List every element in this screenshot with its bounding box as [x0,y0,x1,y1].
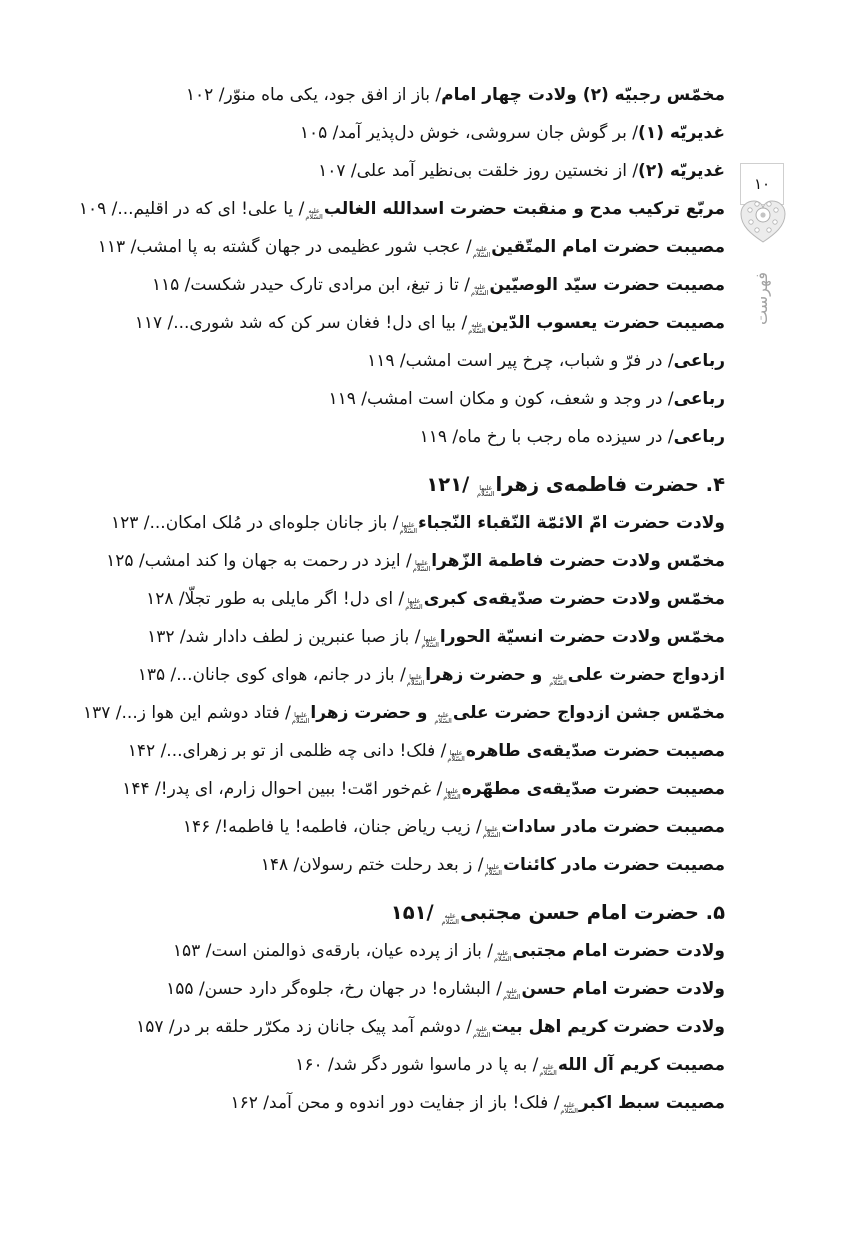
entry-title: ازدواج حضرت علی [567,665,725,685]
entry-text: / البشاره! در جهان رخ، جلوه‌گر دارد حسن/ ۱۵۵ [166,979,502,999]
entry-title: و حضرت زهرا [310,703,434,723]
toc-entry [40,152,725,190]
entry-text: / فتاد دوشم این هوا ز.../ ۱۳۷ [82,703,291,723]
toc-entry [40,304,725,342]
alayhis-salam-icon: علیه السّلام [494,949,512,963]
entry-text: / در سیزده ماه رجب با رخ ماه/ ۱۱۹ [419,427,674,447]
entry-text: / باز جانان جلوه‌ای در مُلک امکان.../ ۱۲۳ [110,513,399,533]
entry-title: /۱۵۱ [390,901,441,924]
entry-title: مصیبت حضرت سیّد الوصیّین [489,275,725,295]
entry-title: مصیبت کریم آل الله [557,1055,725,1075]
entry-title: مصیبت حضرت صدّیقه‌ی طاهره [465,741,725,761]
toc-section [40,76,725,456]
entry-text: / ای دل! اگر مایلی به طور تجلّا/ ۱۲۸ [146,589,405,609]
entry-text: / باز در جانم، هوای کوی جانان.../ ۱۳۵ [137,665,406,685]
toc-entry [40,1046,725,1084]
toc-entry [40,618,725,656]
entry-text: / دوشم آمد پیک جانان زد مکرّر حلقه بر در/ ۱۵۷ [136,1017,472,1037]
alayhis-salam-icon: علیه السّلام [468,321,486,335]
alayha-assalam-icon: علیها السّلام [443,787,461,801]
toc-entry [40,114,725,152]
entry-title: و حضرت زهرا [425,665,549,685]
alayhis-salam-icon: علیه السّلام [560,1101,578,1115]
toc-entry [40,932,725,970]
toc-entry [40,808,725,846]
alayha-assalam-icon: علیها السّلام [447,749,465,763]
toc-entry [40,418,725,456]
entry-title: ۴. حضرت فاطمه‌ی زهرا [495,473,725,496]
entry-title: ولادت حضرت امّ الائمّة النّقباء النّجباء [418,513,725,533]
alayhis-salam-icon: علیه السّلام [434,711,452,725]
alayha-assalam-icon: علیها السّلام [421,635,439,649]
entry-text: / باز صبا عنبرین ز لطف دادار شد/ ۱۳۲ [147,627,421,647]
entry-text: / یا علی! ای که در اقلیم.../ ۱۰۹ [78,199,305,219]
entry-title: رباعی [673,389,725,409]
entry-text: / از نخستین روز خلقت بی‌نظیر آمد علی/ ۱۰۷ [318,161,639,181]
entry-title: رباعی [673,351,725,371]
alayha-assalam-icon: علیها السّلام [399,521,418,535]
entry-title: ولادت حضرت امام حسن [521,979,725,999]
toc-entry [40,190,725,228]
entry-text: / فلک! دانی چه ظلمی از تو بر زهرای.../ ۱۴۲ [127,741,447,761]
toc-entry [40,76,725,114]
entry-title: مصیبت حضرت مادر سادات [501,817,725,837]
entry-text: / بیا ای دل! فغان سر کن که شد شوری.../ ۱۱۷ [134,313,468,333]
entry-title: غدیریّه (۲) [638,161,725,181]
toc-entry [40,846,725,884]
section-heading [40,466,725,504]
alayha-assalam-icon: علیها السّلام [412,559,431,573]
alayha-assalam-icon: علیها السّلام [477,484,495,498]
chapter-tab [741,258,781,338]
entry-title: مصیبت حضرت صدّیقه‌ی مطهّره [461,779,725,799]
entry-title: ولادت حضرت امام مجتبی [512,941,725,961]
entry-text: / در فرّ و شباب، چرخ پیر است امشب/ ۱۱۹ [367,351,674,371]
toc-entry [40,380,725,418]
entry-title: رباعی [673,427,725,447]
toc-entry [40,266,725,304]
entry-text: / ز بعد رحلت ختم رسولان/ ۱۴۸ [260,855,484,875]
entry-title: غدیریّه (۱) [638,123,725,143]
table-of-contents [40,76,725,1122]
toc-entry [40,732,725,770]
toc-section [40,466,725,884]
entry-title: مخمّس ولادت حضرت فاطمة الزّهرا [431,551,725,571]
alayhis-salam-icon: علیه السّلام [470,283,489,297]
entry-text: / ایزد در رحمت به جهان وا کند امشب/ ۱۲۵ [106,551,412,571]
entry-title: ولادت حضرت کریم اهل بیت [491,1017,725,1037]
toc-entry [40,970,725,1008]
alayha-assalam-icon: علیها السّلام [291,711,310,725]
entry-title: مخمّس ولادت حضرت صدّیقه‌ی کبری [423,589,725,609]
entry-title: مصیبت حضرت مادر کائنات [502,855,725,875]
toc-entry [40,694,725,732]
entry-title: مربّع ترکیب مدح و منقبت حضرت اسدالله الغالب [323,199,725,219]
page-number: ۱۰ [753,175,771,193]
toc-entry [40,228,725,266]
floral-heart-ornament-icon [737,196,789,246]
toc-entry [40,770,725,808]
entry-text: / بر گوش جان سروشی، خوش دل‌پذیر آمد/ ۱۰۵ [299,123,639,143]
alayha-assalam-icon: علیها السّلام [484,863,502,877]
alayha-assalam-icon: علیها السّلام [482,825,501,839]
alayhis-salam-icon: علیه السّلام [472,245,491,259]
toc-entry [40,542,725,580]
entry-title: مصیبت حضرت یعسوب الدّین [486,313,725,333]
entry-text: / تا ز تیغ، ابن مرادی تارک حیدر شکست/ ۱۱۵ [151,275,470,295]
entry-text: / غم‌خور امّت! ببین احوال زارم، ای پدر!/ ۱۴۴ [122,779,443,799]
entry-title: مصیبت حضرت امام المتّقین [491,237,725,257]
toc-section [40,894,725,1122]
entry-title: مخمّس جشن ازدواج حضرت علی [452,703,725,723]
entry-title: مخمّس ولادت حضرت انسیّة الحورا [439,627,725,647]
toc-entry [40,504,725,542]
toc-entry [40,580,725,618]
chapter-tab-label: فهرست [751,271,771,325]
toc-entry [40,1084,725,1122]
alayhis-salam-icon: علیه السّلام [441,912,459,926]
toc-entry [40,342,725,380]
toc-entry [40,656,725,694]
alayhis-salam-icon: علیه السّلام [549,673,567,687]
entry-text: / عجب شور عظیمی در جهان گشته به پا امشب/ ۱۱۳ [97,237,472,257]
entry-text: / فلک! باز از جفایت دور اندوه و محن آمد/ ۱۶۲ [230,1093,560,1113]
alayhis-salam-icon: علیه السّلام [503,987,521,1001]
entry-title: مخمّس رجبیّه (۲) ولادت چهار امام [441,85,725,105]
entry-text: / به پا در ماسوا شور دگر شد/ ۱۶۰ [295,1055,539,1075]
entry-text: / باز از پرده عیان، بارقه‌ی ذوالمنن است/ ۱۵۳ [172,941,493,961]
entry-text: / باز از افق جود، یکی ماه منوّر/ ۱۰۲ [185,85,442,105]
entry-title: ۵. حضرت امام حسن مجتبی [459,901,725,924]
section-heading [40,894,725,932]
entry-text: / در وجد و شعف، کون و مکان است امشب/ ۱۱۹ [328,389,674,409]
entry-title: /۱۲۱ [426,473,477,496]
alayha-assalam-icon: علیها السّلام [405,597,423,611]
alayhis-salam-icon: علیه السّلام [539,1063,557,1077]
alayhis-salam-icon: علیه السّلام [305,207,323,221]
entry-title: مصیبت سبط اکبر [578,1093,725,1113]
entry-text: / زیب ریاض جنان، فاطمه! یا فاطمه!/ ۱۴۶ [182,817,482,837]
alayhis-salam-icon: علیه السّلام [472,1025,491,1039]
alayha-assalam-icon: علیها السّلام [406,673,425,687]
toc-entry [40,1008,725,1046]
